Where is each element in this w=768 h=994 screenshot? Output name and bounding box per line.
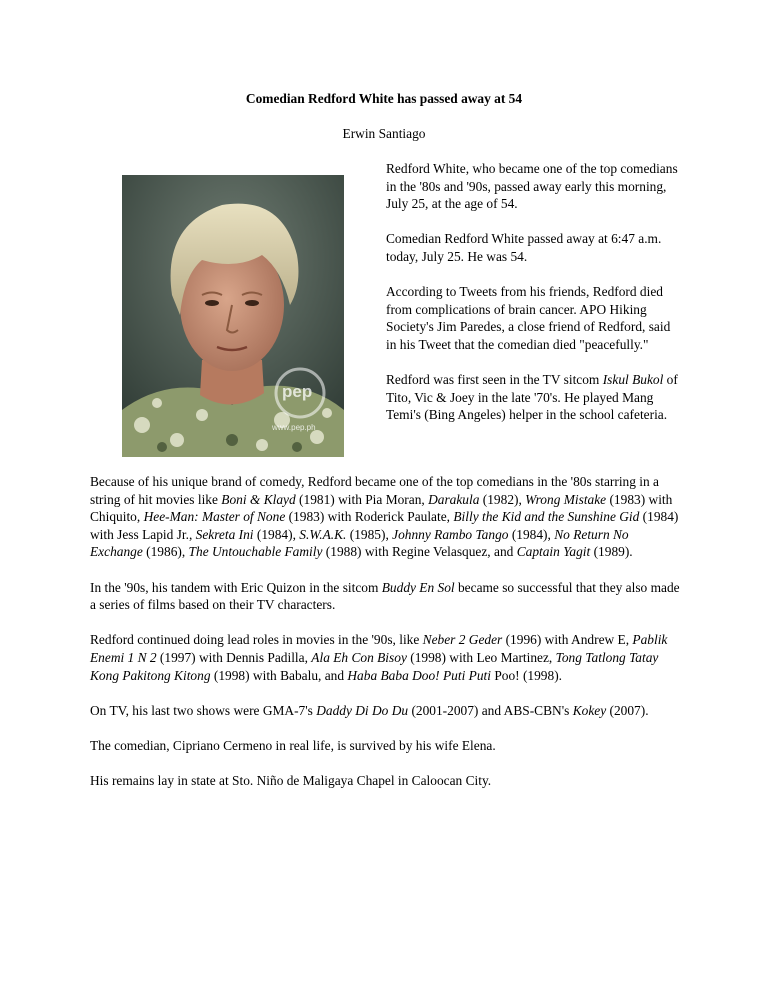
text-run: (1984), [508,526,555,542]
text-run: Redford continued doing lead roles in movies in the '90s, like [90,632,423,648]
text-run: (1998) with Leo Martinez, [406,649,556,665]
portrait-photo [122,175,344,457]
text-run: Redford White, who became one of the top comedians in the '80s and '90s, passed away early this morning, July 25, at the age of 54. [386,161,678,212]
paragraph [90,737,680,755]
text-run: became so successful that they also made a series of films based on their TV characters. [90,579,680,613]
italic-title: Neber 2 Geder [422,632,503,648]
paragraph [386,283,682,353]
paragraph [90,631,680,684]
watermark-logo-text: pep [282,382,313,401]
article-body [90,473,680,807]
paragraph [386,230,682,265]
text-run: (1984) with Jess Lapid Jr., [90,509,679,542]
italic-title: Captain Yagit [516,544,591,560]
italic-title: The Untouchable Family [188,544,323,560]
side-column [386,160,682,442]
text-run: (1983) with Roderick Paulate, [285,509,454,525]
text-run: of Tito, Vic & Joey in the late '70's. He played Mang Temi's (Bing Angeles) helper in the school cafeteria. [386,372,678,423]
italic-title: Kokey [572,702,607,718]
italic-title: Hee-Man: Master of None [143,509,286,525]
italic-title: Tong Tatlong Tatay Kong Pakitong Kitong [90,649,659,683]
text-run: (2001-2007) and ABS-CBN's [408,702,573,718]
italic-title: Johnny Rambo Tango [392,526,509,542]
text-run: (1998) with Babalu, and [210,667,348,683]
paragraph [90,579,680,614]
text-run: (1984), [253,526,300,542]
text-run: Redford was first seen in the TV sitcom [386,372,603,388]
italic-title: Ala Eh Con Bisoy [311,649,407,665]
text-run: (1981) with Pia Moran, [295,491,429,507]
text-run: (1989). [590,544,633,560]
italic-title: Haba Baba Doo! Puti Puti [347,667,491,683]
italic-title: Wrong Mistake [525,491,607,507]
article-author: Erwin Santiago [342,126,426,141]
italic-title: Darakula [428,491,480,507]
italic-title: Buddy En Sol [381,579,455,595]
text-run: (1986), [142,544,189,560]
text-run: (1996) with Andrew E, [502,632,633,648]
text-run: His remains lay in state at Sto. Niño de Maligaya Chapel in Caloocan City. [90,773,492,789]
paragraph [386,160,682,213]
paragraph [386,371,682,424]
text-run: Poo! (1998). [490,667,563,683]
italic-title: S.W.A.K. [299,526,347,542]
italic-title: Sekreta Ini [195,526,254,542]
text-run: Because of his unique brand of comedy, Redford became one of the top comedians in the '80s starring in a string of hit movies like [90,474,659,507]
text-run: In the '90s, his tandem with Eric Quizon in the sitcom [90,579,382,595]
text-run: (1983) with Chiquito, [90,491,673,525]
text-run: The comedian, Cipriano Cermeno in real life, is survived by his wife Elena. [90,737,496,753]
watermark-url: www.pep.ph [272,423,316,432]
text-run: (1985), [346,526,393,542]
italic-title: Boni & Klayd [221,491,296,507]
italic-title: Iskul Bukol [602,372,664,388]
text-run: (1988) with Regine Velasquez, and [322,544,517,560]
text-run: On TV, his last two shows were GMA-7's [90,702,317,718]
paragraph [90,473,680,561]
text-run: (1997) with Dennis Padilla, [156,649,312,665]
italic-title: Billy the Kid and the Sunshine Gid [453,509,640,525]
italic-title: No Return No Exchange [90,526,629,560]
article-title: Comedian Redford White has passed away at 54 [245,91,523,106]
text-run: (1982), [479,491,526,507]
paragraph [90,702,680,720]
text-run: According to Tweets from his friends, Redford died from complications of brain cancer. APO Hiking Society's Jim Paredes, a close friend of Redford, said in his Tweet that the comedian died "peacefully." [386,284,671,352]
paragraph [90,772,680,790]
text-run: Comedian Redford White passed away at 6:47 a.m. today, July 25. He was 54. [386,231,662,264]
italic-title: Pablik Enemi 1 N 2 [90,632,668,665]
italic-title: Daddy Di Do Du [316,702,409,718]
text-run: (2007). [606,702,649,718]
